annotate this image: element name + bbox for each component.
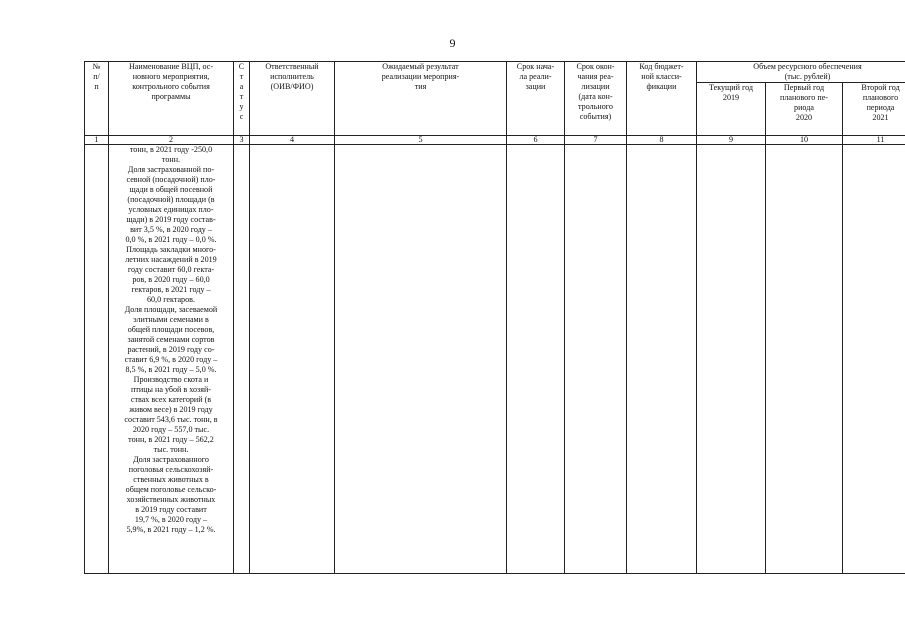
- column-number: 7: [565, 136, 627, 145]
- cell-end-date: [565, 145, 627, 574]
- cell-description: тонн, в 2021 году -250,0 тонн. Доля застрахованной по- севной (посадочной) пло- щади в общей посевной (посадочной) площади (в условных единицах пло- щади) в 2019 году состав- вит 3,5 %, в 2020 году – 0,0 %, в 2021 году – 0,0 %. Площадь закладки много- летних насаждений в 2019 году составит 60,0 гекта- ров, в 2020 году – 60,0 гектаров, в 2021 году – 60,0 гектаров. Доля площади, засеваемой элитными семенами в общей площади посевов, занятой семенами сортов растений, в 2019 году со- ставит 6,9 %, в 2020 году – 8,5 %, в 2021 году – 5,0 %. Производство скота и птицы на убой в хозяй- ствах всех категорий (в живом весе) в 2019 году составит 543,6 тыс. тонн, в 2020 году – 557,0 тыс. тонн, в 2021 году – 562,2 тыс. тонн. Доля застрахованного поголовья сельскохозяй- ственных животных в общем поголовье сельско- хозяйственных животных в 2019 году составит 19,7 %, в 2020 году – 5,9%, в 2021 году – 1,2 %.: [109, 145, 234, 574]
- page-number: 9: [449, 36, 456, 50]
- column-number: 11: [843, 136, 905, 145]
- column-number: 6: [507, 136, 565, 145]
- header-name: Наименование ВЦП, ос- новного мероприятия, контрольного события программы: [109, 62, 234, 136]
- table-row: [85, 145, 905, 574]
- cell-budget-code: [627, 145, 697, 574]
- header-start-date: Срок нача- ла реали- зации: [507, 62, 565, 136]
- column-number: 5: [335, 136, 507, 145]
- column-number: 3: [234, 136, 250, 145]
- status-letter: у: [239, 102, 244, 111]
- column-number: 1: [85, 136, 109, 145]
- header-second-plan-year: Второй год планового периода 2021: [843, 83, 905, 136]
- cell-start-date: [507, 145, 565, 574]
- column-number: 9: [697, 136, 766, 145]
- cell-current-year: [697, 145, 766, 574]
- status-letter: С: [238, 62, 245, 71]
- column-number: 2: [109, 136, 234, 145]
- status-letter: с: [239, 112, 244, 121]
- status-letter: а: [239, 82, 244, 91]
- header-number: № п/ п: [85, 62, 109, 136]
- cell-status: [234, 145, 250, 574]
- header-status: [234, 62, 250, 136]
- cell-second-plan-year: [843, 145, 905, 574]
- cell-responsible: [250, 145, 335, 574]
- column-number: 10: [766, 136, 843, 145]
- column-number-row: [85, 136, 905, 145]
- header-responsible: Ответственный исполнитель (ОИВ/ФИО): [250, 62, 335, 136]
- column-number: 4: [250, 136, 335, 145]
- cell-first-plan-year: [766, 145, 843, 574]
- header-row: [85, 62, 905, 83]
- header-budget-code: Код бюджет- ной класси- фикации: [627, 62, 697, 136]
- header-expected-result: Ожидаемый результат реализации мероприя- тия: [335, 62, 507, 136]
- status-letter: т: [239, 92, 244, 101]
- column-number: 8: [627, 136, 697, 145]
- cell-number: [85, 145, 109, 574]
- cell-expected-result: [335, 145, 507, 574]
- program-table: [84, 61, 905, 574]
- header-first-plan-year: Первый год планового пе- риода 2020: [766, 83, 843, 136]
- header-resource-group: Объем ресурсного обеспечения (тыс. рублей): [697, 62, 905, 83]
- header-current-year: Текущий год 2019: [697, 83, 766, 136]
- status-letter: т: [239, 72, 244, 81]
- header-end-date: Срок окон- чания реа- лизации (дата кон- трольного события): [565, 62, 627, 136]
